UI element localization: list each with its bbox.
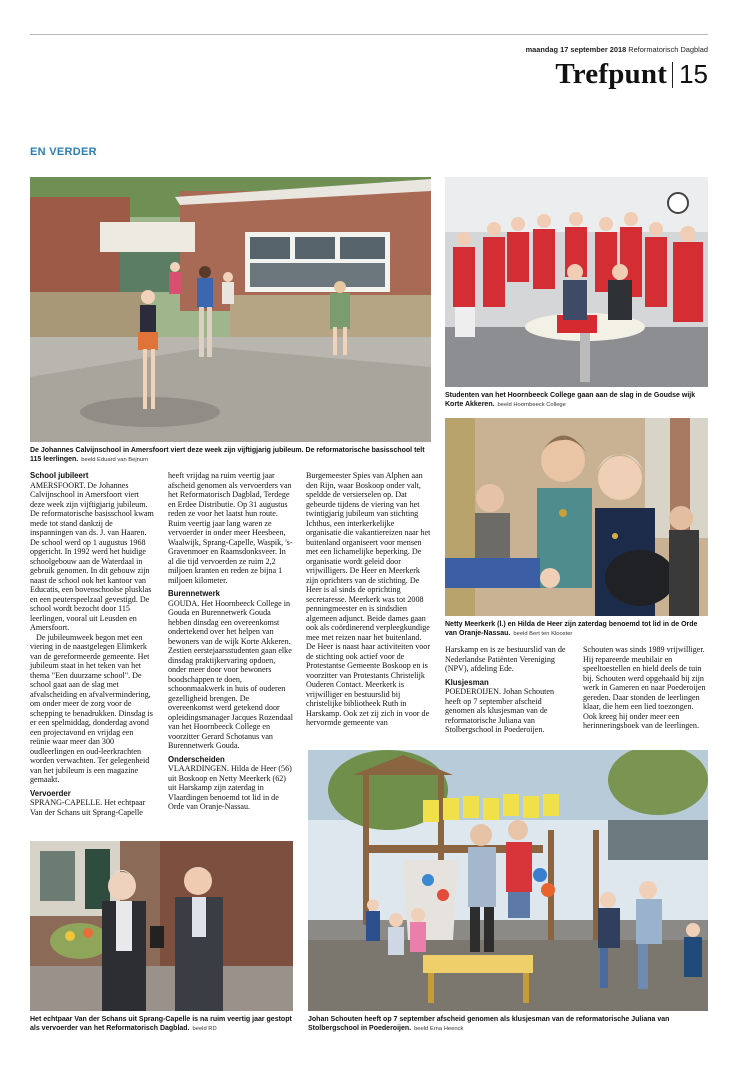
orde-photo-caption xyxy=(445,620,708,639)
top-rule xyxy=(30,34,708,35)
caption-text: Het echtpaar Van der Schans uit Sprang-Capelle is na ruim veertig jaar gestopt als vervoerder van het Reformatorisch Dagblad. xyxy=(30,1016,292,1032)
photo-credit: beeld Hoornbeeck College xyxy=(497,402,566,408)
article-paragraph: GOUDA. Het Hoornbeeck College in Gouda en Burennetwerk Gouda hebben dinsdag een overeenkomst ondertekend over het helpen van bewoners van de wijk Korte Akkeren. Zestien eerstejaarsstudenten gaan elke dinsdag praktijkervaring opdoen, onder meer door voor bewoners boodschappen te doen, schoonmaakwerk in huis of ouderen gezelligheid brengen. De overeenkomst werd getekend door opleidingsmanager Jacques Rozendaal van het Hoornbeeck College en voorzitter Gerard Schotanus van Burennetwerk Gouda. xyxy=(168,598,293,750)
caption-text: Johan Schouten heeft op 7 september afscheid genomen als klusjesman van de reformatorische Juliana van Stolbergschool in Poederoijen. xyxy=(308,1016,670,1032)
playground-photo xyxy=(308,750,708,1011)
article-heading-onderscheiden: Onderscheiden xyxy=(168,754,225,764)
article-heading-burennetwerk: Burennetwerk xyxy=(168,589,220,598)
dateline xyxy=(526,45,708,54)
article-paragraph: AMERSFOORT. De Johannes Calvijnschool in Amersfoort viert deze week zijn vijftigjarig jubileum. De reformatorische basisschool kwam mede tot stand dankzij de inspanningen van ds. J. van Haaren. De school werd op 1 augustus 1968 opgericht. In 1992 werd het huidige schoolgebouw aan de Waterdaal in gebruik genomen. In dit gebouw zijn naast de school ook het kantoor van Educatis, een bovenschoolse plusklas en een peuterspeelzaal gevestigd. De school wordt bezocht door 115 leerlingen, vooral uit Leusden en Amersfoort. xyxy=(30,480,154,632)
article-paragraph: SPRANG-CAPELLE. Het echtpaar Van der Schans uit Sprang-Capelle xyxy=(30,798,146,817)
caption-text: De Johannes Calvijnschool in Amersfoort viert deze week zijn vijftigjarig jubileum. De reformatorische basisschool telt 115 leerlingen. xyxy=(30,447,425,463)
article-column-1 xyxy=(30,471,155,817)
photo-credit: beeld Eduard van Bejnum xyxy=(81,457,148,463)
article-paragraph: De jubileumweek begon met een viering in de naastgelegen Elimkerk van de gereformeerde gemeente. Het jubileum staat in het teken van het thema "Een duurzame school". De school gaat aan de slag met afvalscheiding en afvalvermindering, om onder meer de zorg voor de schepping te benadrukken. Dinsdag is er een spelmiddag, donderdag avond een projectavond en vrijdag een reünie waar meer dan 300 oudleerlingen en oud-leerkrachten worden verwachten. Ter gelegenheid van het jubileum is een magazine gemaakt. xyxy=(30,632,153,784)
article-paragraph: Schouten was sinds 1989 vrijwilliger. Hij repareerde meubilair en speeltoestellen en hield deels de tuin bij. Schouten werd opgehaald bij zijn werk in Gameren en naar Poederoijen gereden. Daar stonden de leerlingen klaar, die hem een lied toezongen. Ook kreeg hij onder meer een herinneringsboek van de leerlingen. xyxy=(583,645,706,730)
issue-date: maandag 17 september 2018 xyxy=(525,45,627,54)
caption-text: Netty Meerkerk (l.) en Hilda de Heer zijn zaterdag benoemd tot lid in de Orde van Oranje-Nassau. xyxy=(445,621,698,637)
page-masthead xyxy=(555,58,708,91)
article-column-4 xyxy=(445,645,570,735)
article-heading-vervoerder: Vervoerder xyxy=(30,788,71,798)
photo-credit: beeld RD xyxy=(192,1026,217,1032)
article-paragraph: heeft vrijdag na ruim veertig jaar afscheid genomen als vervoerders van het Reformatorisch Dagblad, Terdege en Erdee Distributie. Op 31 augustus reden ze voor het laatst hun route. Ruim veertig jaar lang waren ze vervoerder in onder meer Heesbeen, Waalwijk, Sprang-Capelle, Waspik, 's-Gravenmoer en Raamsdonksveer. In al die tijd vervoerden ze ruim 2,2 miljoen kranten en reden ze bijna 1 miljoen kilometer. xyxy=(168,471,293,585)
article-heading-klusjesman: Klusjesman xyxy=(445,677,489,687)
section-label: EN VERDER xyxy=(30,146,97,158)
article-heading-school: School jubileert xyxy=(30,471,89,480)
school-photo xyxy=(30,177,431,442)
article-column-2 xyxy=(168,471,293,812)
college-photo xyxy=(445,177,708,387)
article-paragraph: POEDEROIJEN. Johan Schouten heeft op 7 september afscheid genomen als klusjesman van de reformatorische Juliana van Stolbergschool in Poederoijen. xyxy=(445,687,555,734)
section-title: Trefpunt xyxy=(555,58,668,90)
playground-photo-caption xyxy=(308,1015,708,1034)
couple-photo xyxy=(30,841,293,1011)
article-column-5 xyxy=(583,645,708,731)
photo-credit: beeld Bert ten Klooster xyxy=(513,631,573,637)
college-photo-caption xyxy=(445,391,708,410)
article-paragraph: VLAARDINGEN. Hilda de Heer (56) uit Boskoop en Netty Meerkerk (62) uit Harskamp zijn zaterdag in Vlaardingen benoemd tot lid in de Orde van Oranje-Nassau. xyxy=(168,764,292,811)
couple-photo-caption xyxy=(30,1015,293,1034)
paper-name: Reformatorisch Dagblad xyxy=(628,45,708,54)
article-column-3 xyxy=(306,471,431,728)
page-number: 15 xyxy=(679,59,708,89)
school-photo-caption xyxy=(30,446,431,465)
orde-photo xyxy=(445,418,708,616)
article-paragraph: Harskamp en is ze bestuurslid van de Nederlandse Patiënten Vereniging (NPV), afdeling Ede. xyxy=(445,645,566,673)
article-paragraph: Burgemeester Spies van Alphen aan den Rijn, waar Boskoop onder valt, speldde de versierselen op. Dat gebeurde tijdens de viering van het twintigjarig jubileum van stichting Ichthus, een interkerkelijke organisatie die vakantiereizen naar het buitenland organiseert voor mensen met een lichamelijke beperking. De organisatie wordt geleid door vrijwilligers. De Heer en Meerkerk zijn oprichters van de stichting. De Heer is al sinds de oprichting secretaresse. Meerkerk was tot 2008 penningmeester en is sindsdien algemeen adjunct. Beide dames gaan ook als coördinerend verpleegkundige mee met reizen naar het buitenland. De Heer is naast haar activiteiten voor de stichting ook actief voor de Protestantse Gemeente Boskoop en is voorzitter van Protestants Christelijk Ouderen Contact. Meerkerk is vrijwilliger en bestuurslid bij christelijke bibliotheek Ruth in Harskamp. Ook zet zij zich in voor de hervormde gemeente van xyxy=(306,471,431,727)
masthead-divider xyxy=(672,62,673,88)
photo-credit: beeld Erna Heenck xyxy=(414,1026,464,1032)
caption-text: Studenten van het Hoornbeeck College gaan aan de slag in de Goudse wijk Korte Akkeren. xyxy=(445,392,696,408)
